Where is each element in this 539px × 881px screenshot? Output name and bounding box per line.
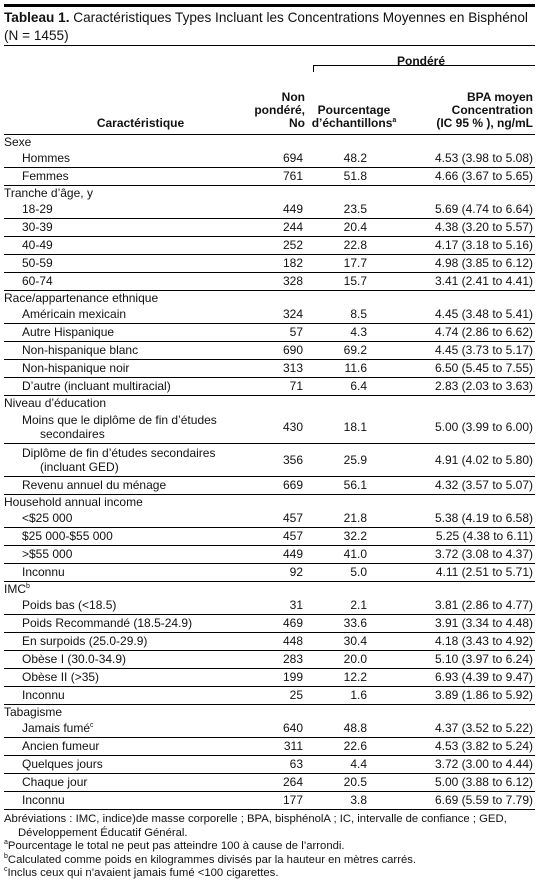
row-weighted-percent: 20.4	[307, 219, 401, 237]
note-b: $^b$Calculated comme poids en kilogrammes divisés par la hauteur en mètres carrés.	[4, 852, 417, 866]
row-weighted-percent: 48.8	[307, 720, 401, 738]
row-bpa-mean-ci: 3.41 (2.41 to 4.41)	[401, 273, 535, 291]
note-abbreviations: Abréviations : IMC, indice)de masse corporelle ; BPA, bisphénolA ; IC, intervalle de confiance ; GED, Développement Éducatif Général.	[4, 813, 507, 839]
table-row	[4, 411, 535, 444]
section-row	[4, 396, 535, 412]
table-row	[4, 615, 535, 633]
note-a: $^a$Pourcentage le total ne peut pas atteindre 100 à cause de l’arrondi.	[4, 839, 345, 852]
table-row	[4, 738, 535, 756]
row-label: Obèse I (30.0-34.9)	[4, 651, 237, 669]
table-label: Tableau 1.	[4, 10, 70, 25]
row-unweighted-count: 63	[237, 756, 307, 774]
weighted-bracket	[313, 65, 535, 72]
row-bpa-mean-ci: 5.25 (4.38 to 6.11)	[401, 528, 535, 546]
row-unweighted-count: 324	[237, 306, 307, 324]
col-unweighted: Non pondéré, No	[237, 72, 307, 135]
table-row	[4, 597, 535, 615]
row-unweighted-count: 313	[237, 360, 307, 378]
row-weighted-percent: 41.0	[307, 546, 401, 564]
row-weighted-percent: 1.6	[307, 687, 401, 705]
table-row	[4, 720, 535, 738]
row-unweighted-count: 356	[237, 444, 307, 477]
table-title	[4, 4, 535, 45]
row-bpa-mean-ci: 5.10 (3.97 to 6.24)	[401, 651, 535, 669]
section-label: Tabagisme	[4, 705, 63, 719]
row-unweighted-count: 640	[237, 720, 307, 738]
row-unweighted-count: 457	[237, 510, 307, 528]
row-weighted-percent: 4.4	[307, 756, 401, 774]
section-row	[4, 135, 535, 151]
row-weighted-percent: 6.4	[307, 378, 401, 396]
row-unweighted-count: 252	[237, 237, 307, 255]
section-row	[4, 186, 535, 202]
row-label: Ancien fumeur	[4, 738, 237, 756]
row-weighted-percent: 20.0	[307, 651, 401, 669]
table-row	[4, 168, 535, 186]
row-bpa-mean-ci: 6.93 (4.39 to 9.47)	[401, 669, 535, 687]
row-label: Diplôme de fin d’études secondaires (incluant GED)	[4, 444, 237, 477]
row-unweighted-count: 690	[237, 342, 307, 360]
row-bpa-mean-ci: 4.91 (4.02 to 5.80)	[401, 444, 535, 477]
row-label: 60-74	[4, 273, 237, 291]
row-unweighted-count: 199	[237, 669, 307, 687]
row-label: Chaque jour	[4, 774, 237, 792]
row-bpa-mean-ci: 5.00 (3.88 to 6.12)	[401, 774, 535, 792]
table-row	[4, 201, 535, 219]
row-bpa-mean-ci: 4.66 (3.67 to 5.65)	[401, 168, 535, 186]
table-row	[4, 528, 535, 546]
row-weighted-percent: 22.6	[307, 738, 401, 756]
table-row	[4, 306, 535, 324]
row-unweighted-count: 31	[237, 597, 307, 615]
section-row	[4, 705, 535, 721]
row-label: Hommes	[4, 150, 237, 168]
col-bpa: BPA moyen Concentration (IC 95 % ), ng/mL	[401, 72, 535, 135]
row-unweighted-count: 669	[237, 477, 307, 495]
row-weighted-percent: 33.6	[307, 615, 401, 633]
table-row	[4, 273, 535, 291]
row-unweighted-count: 469	[237, 615, 307, 633]
row-weighted-percent: 17.7	[307, 255, 401, 273]
row-weighted-percent: 51.8	[307, 168, 401, 186]
row-weighted-percent: 3.8	[307, 792, 401, 810]
row-unweighted-count: 25	[237, 687, 307, 705]
row-weighted-percent: 12.2	[307, 669, 401, 687]
row-bpa-mean-ci: 6.69 (5.59 to 7.79)	[401, 792, 535, 810]
table-row	[4, 378, 535, 396]
row-unweighted-count: 92	[237, 564, 307, 582]
row-bpa-mean-ci: 4.53 (3.98 to 5.08)	[401, 150, 535, 168]
section-row	[4, 291, 535, 307]
row-weighted-percent: 30.4	[307, 633, 401, 651]
table-row	[4, 255, 535, 273]
row-weighted-percent: 4.3	[307, 324, 401, 342]
table-row	[4, 774, 535, 792]
row-bpa-mean-ci: 3.81 (2.86 to 4.77)	[401, 597, 535, 615]
weighted-group-header: Pondéré	[307, 46, 535, 73]
table-row	[4, 150, 535, 168]
row-weighted-percent: 23.5	[307, 201, 401, 219]
table-row	[4, 633, 535, 651]
row-unweighted-count: 311	[237, 738, 307, 756]
row-weighted-percent: 5.0	[307, 564, 401, 582]
row-weighted-percent: 8.5	[307, 306, 401, 324]
row-label: Inconnu	[4, 564, 237, 582]
table-row	[4, 237, 535, 255]
row-label: Moins que le diplôme de fin d’études secondaires	[4, 411, 237, 444]
row-bpa-mean-ci: 4.32 (3.57 to 5.07)	[401, 477, 535, 495]
row-label: <$25 000	[4, 510, 237, 528]
row-unweighted-count: 182	[237, 255, 307, 273]
row-weighted-percent: 25.9	[307, 444, 401, 477]
row-label: Américain mexicain	[4, 306, 237, 324]
col-characteristic: Caractéristique	[4, 72, 237, 135]
section-label: Niveau d’éducation	[4, 396, 107, 410]
header-row-group	[4, 46, 535, 73]
row-unweighted-count: 328	[237, 273, 307, 291]
row-label: Quelques jours	[4, 756, 237, 774]
row-label: Revenu annuel du ménage	[4, 477, 237, 495]
row-unweighted-count: 694	[237, 150, 307, 168]
row-bpa-mean-ci: 6.50 (5.45 to 7.55)	[401, 360, 535, 378]
row-label: 50-59	[4, 255, 237, 273]
row-weighted-percent: 11.6	[307, 360, 401, 378]
table-row	[4, 324, 535, 342]
table-row	[4, 564, 535, 582]
table-row	[4, 687, 535, 705]
table-row	[4, 651, 535, 669]
section-row	[4, 582, 535, 598]
row-bpa-mean-ci: 4.38 (3.20 to 5.57)	[401, 219, 535, 237]
characteristics-table	[4, 45, 535, 810]
header-row-columns	[4, 72, 535, 135]
row-unweighted-count: 457	[237, 528, 307, 546]
row-bpa-mean-ci: 4.45 (3.73 to 5.17)	[401, 342, 535, 360]
row-weighted-percent: 69.2	[307, 342, 401, 360]
section-label: Race/appartenance ethnique	[4, 291, 159, 305]
row-unweighted-count: 71	[237, 378, 307, 396]
row-unweighted-count: 177	[237, 792, 307, 810]
row-bpa-mean-ci: 2.83 (2.03 to 3.63)	[401, 378, 535, 396]
row-bpa-mean-ci: 3.91 (3.34 to 4.48)	[401, 615, 535, 633]
row-weighted-percent: 18.1	[307, 411, 401, 444]
table-row	[4, 546, 535, 564]
section-label: Household annual income	[4, 495, 143, 509]
row-unweighted-count: 264	[237, 774, 307, 792]
row-label: 40-49	[4, 237, 237, 255]
row-weighted-percent: 48.2	[307, 150, 401, 168]
row-label: Obèse II (>35)	[4, 669, 237, 687]
row-unweighted-count: 430	[237, 411, 307, 444]
table-row	[4, 669, 535, 687]
row-bpa-mean-ci: 4.11 (2.51 to 5.71)	[401, 564, 535, 582]
row-bpa-mean-ci: 4.74 (2.86 to 6.62)	[401, 324, 535, 342]
row-weighted-percent: 15.7	[307, 273, 401, 291]
row-weighted-percent: 32.2	[307, 528, 401, 546]
section-row	[4, 495, 535, 511]
table-row	[4, 444, 535, 477]
row-unweighted-count: 449	[237, 201, 307, 219]
row-bpa-mean-ci: 5.00 (3.99 to 6.00)	[401, 411, 535, 444]
row-bpa-mean-ci: 4.37 (3.52 to 5.22)	[401, 720, 535, 738]
table-notes	[4, 813, 535, 881]
row-unweighted-count: 761	[237, 168, 307, 186]
table-row	[4, 477, 535, 495]
row-label: Non-hispanique blanc	[4, 342, 237, 360]
row-weighted-percent: 20.5	[307, 774, 401, 792]
table-row	[4, 219, 535, 237]
section-label: Sexe	[4, 135, 32, 149]
table-row	[4, 510, 535, 528]
row-bpa-mean-ci: 5.38 (4.19 to 6.58)	[401, 510, 535, 528]
col-percent: Pourcentage d’échantillons$^a$	[307, 72, 401, 135]
row-label: 18-29	[4, 201, 237, 219]
section-label: IMC$^b$	[4, 582, 30, 596]
row-bpa-mean-ci: 3.89 (1.86 to 5.92)	[401, 687, 535, 705]
row-weighted-percent: 21.8	[307, 510, 401, 528]
row-unweighted-count: 449	[237, 546, 307, 564]
row-label: Autre Hispanique	[4, 324, 237, 342]
row-unweighted-count: 57	[237, 324, 307, 342]
row-label: Jamais fumé$^c$	[4, 720, 237, 738]
section-label: Tranche d’âge, y	[4, 186, 93, 200]
table-title-text: Caractéristiques Types Incluant les Concentrations Moyennes en Bisphénol (N = 1455)	[4, 10, 528, 43]
row-weighted-percent: 56.1	[307, 477, 401, 495]
row-bpa-mean-ci: 4.45 (3.48 to 5.41)	[401, 306, 535, 324]
row-label: En surpoids (25.0-29.9)	[4, 633, 237, 651]
row-label: Inconnu	[4, 687, 237, 705]
row-bpa-mean-ci: 4.98 (3.85 to 6.12)	[401, 255, 535, 273]
row-label: 30-39	[4, 219, 237, 237]
note-c: $^c$Inclus ceux qui n’avaient jamais fumé <100 cigarettes.	[4, 866, 279, 879]
row-bpa-mean-ci: 3.72 (3.08 to 4.37)	[401, 546, 535, 564]
row-weighted-percent: 22.8	[307, 237, 401, 255]
table-row	[4, 756, 535, 774]
table-row	[4, 360, 535, 378]
row-bpa-mean-ci: 4.18 (3.43 to 4.92)	[401, 633, 535, 651]
row-label: Femmes	[4, 168, 237, 186]
row-bpa-mean-ci: 4.53 (3.82 to 5.24)	[401, 738, 535, 756]
row-bpa-mean-ci: 3.72 (3.00 to 4.44)	[401, 756, 535, 774]
row-bpa-mean-ci: 5.69 (4.74 to 6.64)	[401, 201, 535, 219]
table-body	[4, 135, 535, 810]
row-bpa-mean-ci: 4.17 (3.18 to 5.16)	[401, 237, 535, 255]
row-label: Poids bas (<18.5)	[4, 597, 237, 615]
row-label: Poids Recommandé (18.5-24.9)	[4, 615, 237, 633]
row-unweighted-count: 448	[237, 633, 307, 651]
row-unweighted-count: 283	[237, 651, 307, 669]
row-unweighted-count: 244	[237, 219, 307, 237]
table-row	[4, 342, 535, 360]
row-label: Inconnu	[4, 792, 237, 810]
row-label: >$55 000	[4, 546, 237, 564]
table-row	[4, 792, 535, 810]
row-label: D’autre (incluant multiracial)	[4, 378, 237, 396]
row-weighted-percent: 2.1	[307, 597, 401, 615]
row-label: $25 000-$55 000	[4, 528, 237, 546]
row-label: Non-hispanique noir	[4, 360, 237, 378]
